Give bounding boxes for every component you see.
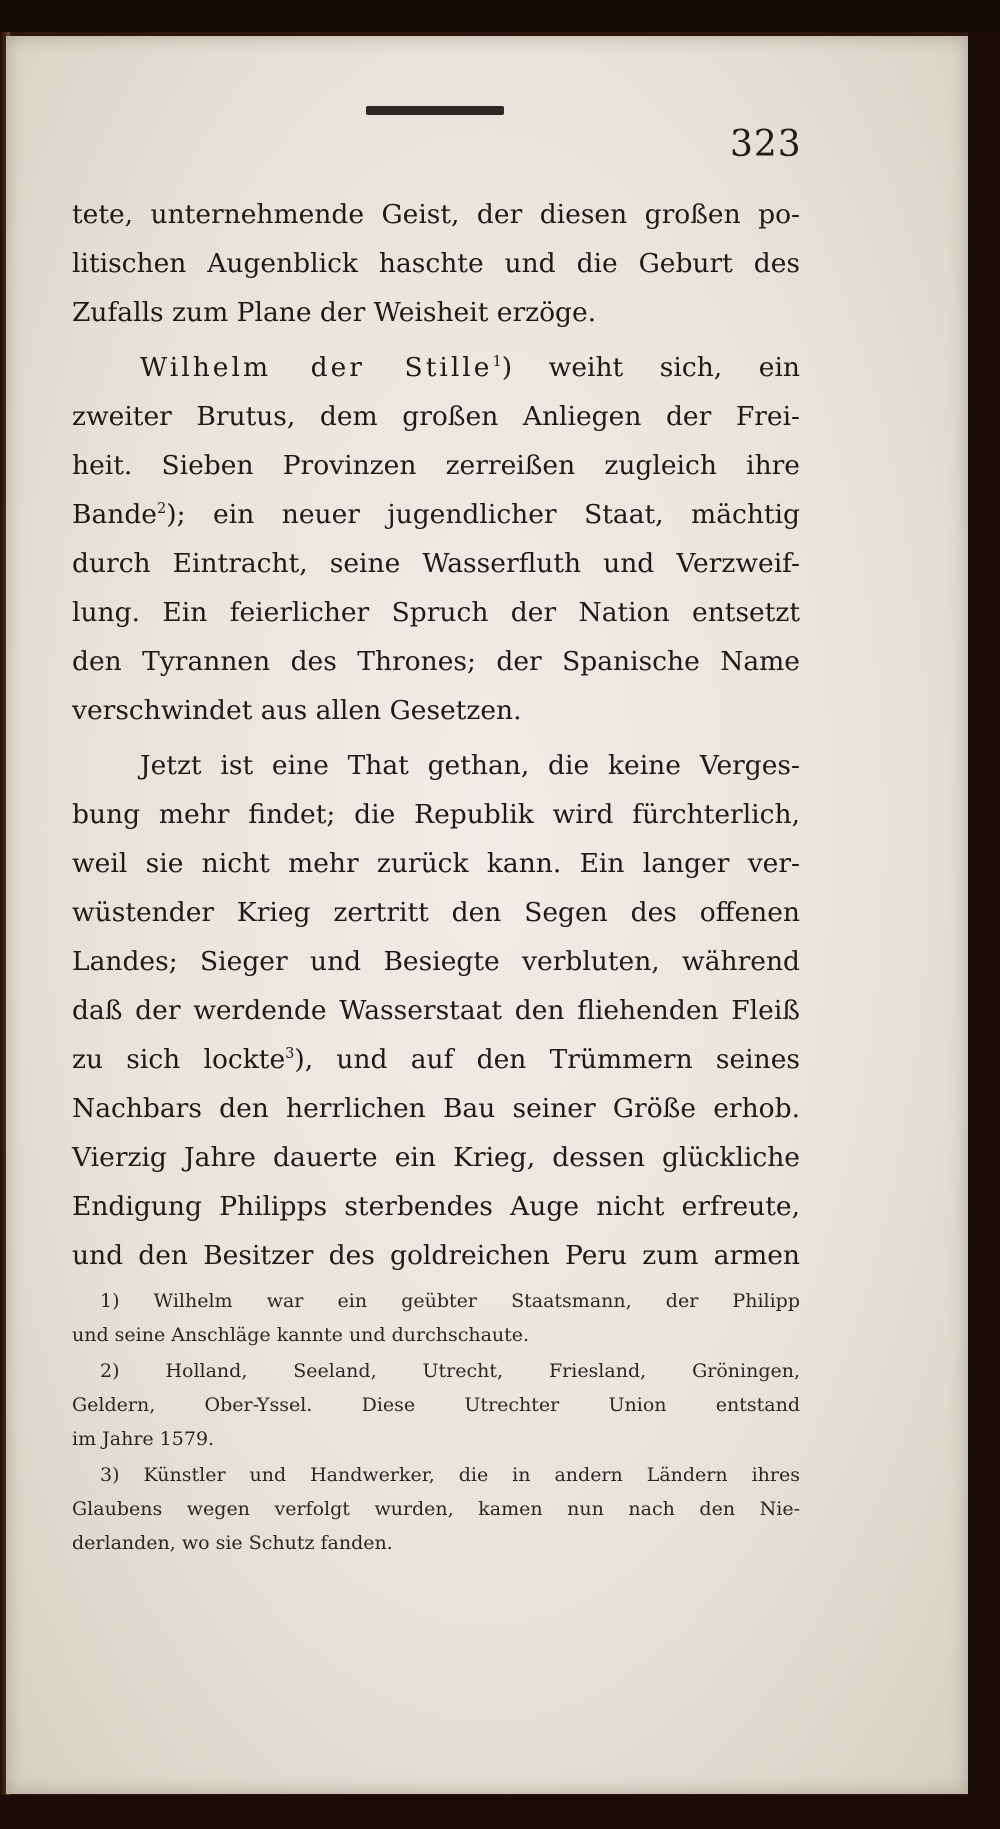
body-line-18-start: zu sich lockte: [72, 1044, 286, 1075]
body-line-22: und den Besitzer des goldreichen Peru zum armen: [72, 1240, 800, 1271]
footnote-2-line-2: Geldern, Ober-Yssel. Diese Utrechter Union entstand: [72, 1394, 800, 1416]
body-line-8: durch Eintracht, seine Wasserfluth und Verzweif-: [72, 548, 800, 579]
footnote-2-text: Holland, Seeland, Utrecht, Friesland, Gröningen,: [165, 1360, 800, 1382]
body-line-7-start: Bande: [72, 499, 157, 530]
body-line-21: Endigung Philipps sterbendes Auge nicht erfreute,: [72, 1191, 800, 1222]
body-line-14: weil sie nicht mehr zurück kann. Ein langer ver-: [72, 848, 800, 879]
body-line-15: wüstender Krieg zertritt den Segen des offenen: [72, 897, 800, 928]
body-line-7-rest: ); ein neuer jugendlicher Staat, mächtig: [166, 499, 800, 530]
footnote-3-line-1: [100, 1466, 800, 1485]
footnote-1-line-1: [100, 1292, 800, 1311]
body-line-18: [72, 1044, 800, 1075]
body-line-9: lung. Ein feierlicher Spruch der Nation entsetzt: [72, 597, 800, 628]
footnote-3-text: Künstler und Handwerker, die in andern Ländern ihres: [143, 1464, 800, 1486]
name-wilhelm-der-stille: Wilhelm der Stille: [140, 352, 493, 383]
scan-right-border: [968, 32, 1000, 1829]
footnote-ref-2: 2: [157, 500, 167, 518]
body-line-7: [72, 499, 800, 530]
body-line-4: [140, 352, 800, 383]
header-rule: [366, 106, 504, 115]
footnote-3-marker: 3): [100, 1464, 120, 1486]
body-line-20: Vierzig Jahre dauerte ein Krieg, dessen glückliche: [72, 1142, 800, 1173]
body-line-16: Landes; Sieger und Besiegte verbluten, während: [72, 946, 800, 977]
footnote-2-line-3: im Jahre 1579.: [72, 1428, 215, 1450]
body-line-11: verschwindet aus allen Gesetzen.: [72, 695, 522, 726]
body-line-19: Nachbars den herrlichen Bau seiner Größe erhob.: [72, 1093, 800, 1124]
body-line-1: tete, unternehmende Geist, der diesen großen po-: [72, 199, 800, 230]
footnote-3-line-2: Glaubens wegen verfolgt wurden, kamen nun nach den Nie-: [72, 1498, 800, 1520]
footnote-ref-3: 3: [285, 1045, 295, 1063]
footnote-3-line-3: derlanden, wo sie Schutz fanden.: [72, 1532, 393, 1554]
footnote-ref-1: 1: [492, 353, 502, 371]
body-line-18-rest: ), und auf den Trümmern seines: [294, 1044, 800, 1075]
scan-bottom-border: [0, 1795, 1000, 1829]
page-number: 323: [730, 124, 802, 165]
body-line-13: bung mehr findet; die Republik wird fürchterlich,: [72, 799, 800, 830]
footnote-2-marker: 2): [100, 1360, 120, 1382]
body-line-4-rest: ) weiht sich, ein: [501, 352, 800, 383]
footnote-1-line-2: und seine Anschläge kannte und durchschaute.: [72, 1324, 530, 1346]
body-line-3: Zufalls zum Plane der Weisheit erzöge.: [72, 297, 597, 328]
body-line-10: den Tyrannen des Thrones; der Spanische Name: [72, 646, 800, 677]
footnote-1-marker: 1): [100, 1290, 120, 1312]
body-line-2: litischen Augenblick haschte und die Geburt des: [72, 248, 800, 279]
body-line-12: Jetzt ist eine That gethan, die keine Verges-: [140, 750, 800, 781]
scan-top-border: [0, 0, 1000, 32]
body-line-17: daß der werdende Wasserstaat den fliehenden Fleiß: [72, 995, 800, 1026]
footnote-1-text: Wilhelm war ein geübter Staatsmann, der Philipp: [153, 1290, 800, 1312]
footnote-2-line-1: [100, 1362, 800, 1381]
body-line-6: heit. Sieben Provinzen zerreißen zugleich ihre: [72, 450, 800, 481]
body-line-5: zweiter Brutus, dem großen Anliegen der Frei-: [72, 401, 800, 432]
